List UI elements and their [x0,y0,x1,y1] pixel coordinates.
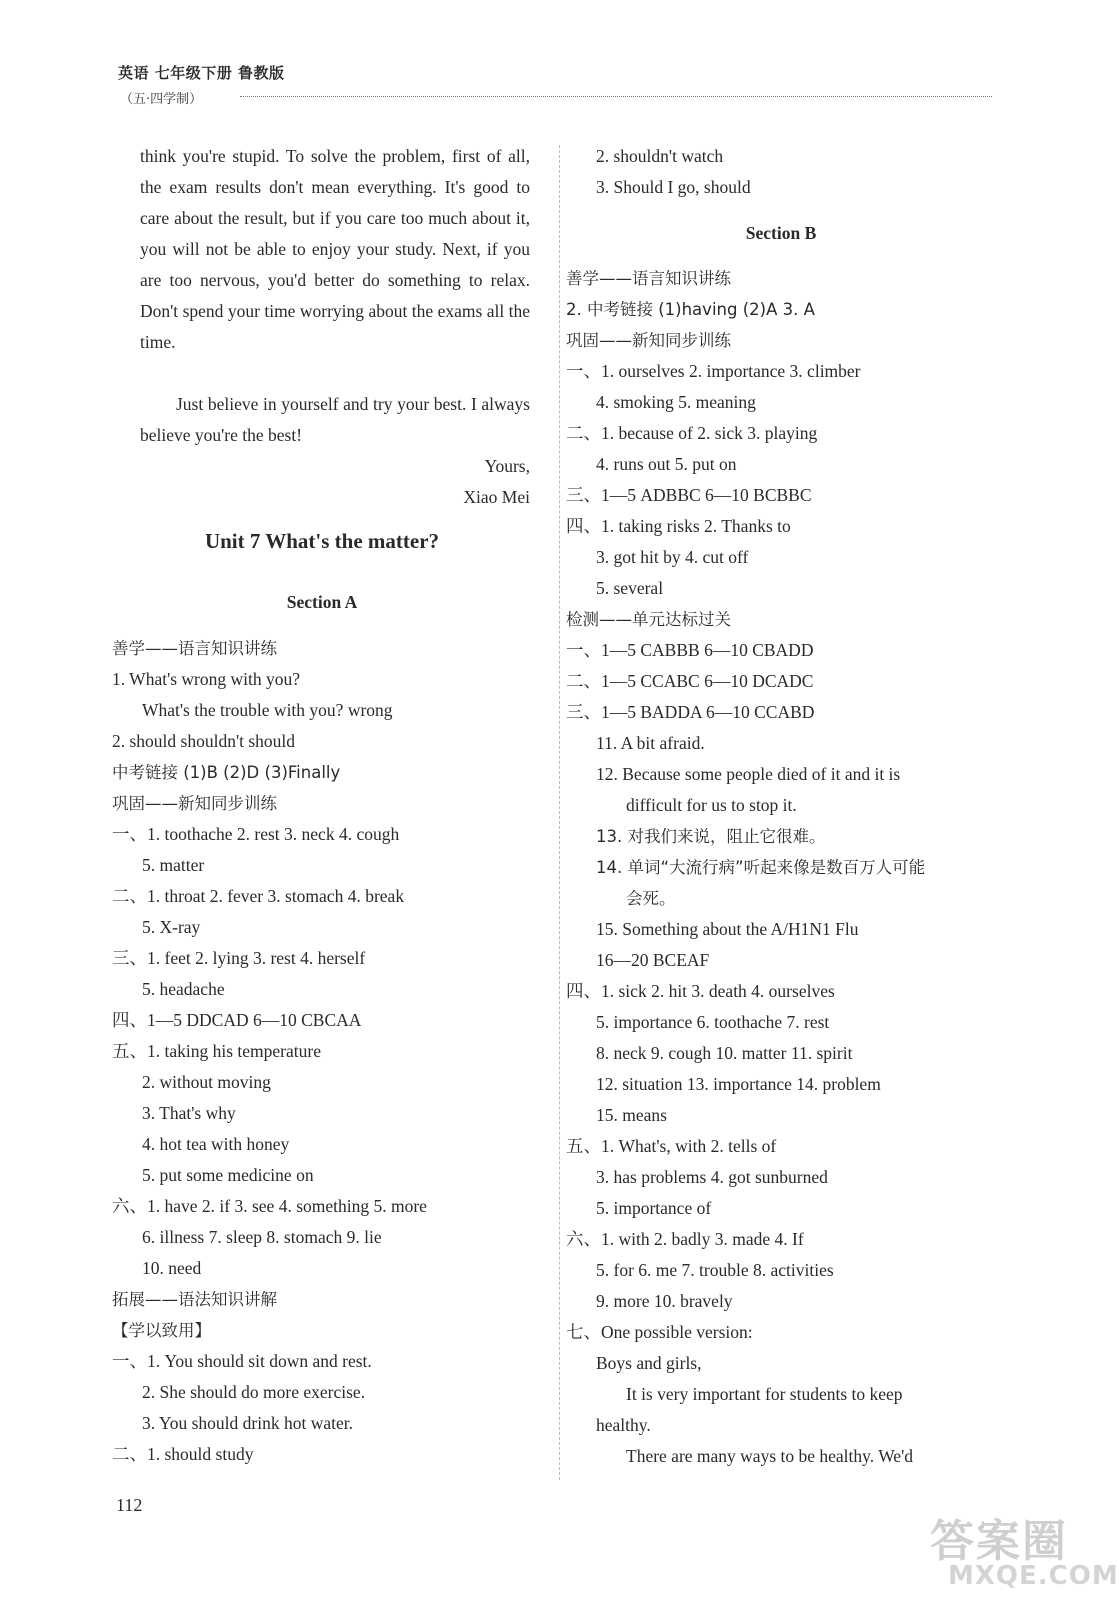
answer-line: 4. hot tea with honey [142,1134,290,1154]
answer-line: 15. Something about the A/H1N1 Flu [596,919,859,939]
answer-line: 14. 单词“大流行病”听起来像是数百万人可能 [596,858,926,877]
answer-line: 5. several [596,578,664,598]
answer-line: 3. That's why [142,1103,236,1123]
answer-line: 六、1. have 2. if 3. see 4. something 5. more [112,1196,427,1216]
answer-line: 五、1. taking his temperature [112,1041,321,1061]
section-heading: 巩固——新知同步训练 [112,794,277,813]
answer-line: 5. headache [142,979,225,999]
answer-line: 5. X-ray [142,917,201,937]
answer-line: 5. for 6. me 7. trouble 8. activities [596,1260,834,1280]
answer-line: 2. 中考链接 (1)having (2)A 3. A [566,300,815,319]
section-heading: 善学——语言知识讲练 [112,639,277,658]
answer-line: 会死。 [626,889,676,908]
answer-line: 二、1. because of 2. sick 3. playing [566,423,818,443]
answer-line: 二、1. throat 2. fever 3. stomach 4. break [112,886,405,906]
answer-line: 11. A bit afraid. [596,733,705,753]
answer-line: Boys and girls, [596,1353,702,1373]
answer-line: 13. 对我们来说，阻止它很难。 [596,827,826,846]
answer-line: 六、1. with 2. badly 3. made 4. If [566,1229,804,1249]
answer-line: 8. neck 9. cough 10. matter 11. spirit [596,1043,853,1063]
answer-line: 3. got hit by 4. cut off [596,547,749,567]
answer-line: 16—20 BCEAF [596,950,710,970]
answer-line: 6. illness 7. sleep 8. stomach 9. lie [142,1227,382,1247]
answer-line: 5. importance of [596,1198,712,1218]
answer-line: 4. smoking 5. meaning [596,392,756,412]
right-column [566,141,996,1472]
letter-closing: Yours, [484,456,530,476]
answer-line: 中考链接 (1)B (2)D (3)Finally [112,763,341,782]
answer-line: 一、1. toothache 2. rest 3. neck 4. cough [112,824,400,844]
column-divider [559,145,560,1480]
watermark-logo [930,1505,1119,1600]
answer-line: 12. Because some people died of it and it is [596,764,901,784]
header-rule [240,96,992,97]
book-subtitle: （五·四学制） [120,92,203,107]
answer-line: 1. What's wrong with you? [112,669,301,689]
answer-line: 2. without moving [142,1072,271,1092]
answer-line: 12. situation 13. importance 14. problem [596,1074,881,1094]
unit-title: Unit 7 What's the matter? [204,529,440,553]
section-b-title: Section B [745,223,817,243]
answer-line: 2. She should do more exercise. [142,1382,366,1402]
section-heading: 拓展——语法知识讲解 [112,1290,277,1309]
answer-line: 15. means [596,1105,667,1125]
section-heading: 【学以致用】 [112,1321,211,1340]
answer-line: 9. more 10. bravely [596,1291,733,1311]
answer-line: 2. should shouldn't should [112,731,296,751]
section-a-lines [112,633,532,1470]
answer-line: 5. matter [142,855,205,875]
book-title: 英语 七年级下册 鲁教版 [118,64,285,82]
section-heading: 巩固——新知同步训练 [566,331,731,350]
answer-line: 一、1. You should sit down and rest. [112,1351,372,1371]
answer-line: 4. runs out 5. put on [596,454,737,474]
answer-line: 5. importance 6. toothache 7. rest [596,1012,830,1032]
watermark-glyphs: 答案圈 [930,1516,1068,1567]
page-number: 112 [116,1495,143,1515]
answer-line: 5. put some medicine on [142,1165,314,1185]
answer-line: 七、One possible version: [566,1322,753,1342]
letter-para2: Just believe in yourself and try your best. I always believe you're the best! [140,394,530,445]
section-a-title: Section A [286,592,358,612]
letter-signature: Xiao Mei [463,487,530,507]
answer-line: 一、1. ourselves 2. importance 3. climber [566,361,861,381]
answer-line: 3. has problems 4. got sunburned [596,1167,828,1187]
answer-line: It is very important for students to keep [626,1384,903,1404]
answer-line: 三、1. feet 2. lying 3. rest 4. herself [112,948,366,968]
answer-line: healthy. [596,1415,651,1435]
answer-line: 四、1. taking risks 2. Thanks to [566,516,791,536]
watermark-url: MXQE.COM [948,1561,1119,1591]
answer-line: 10. need [142,1258,202,1278]
section-b-lines [566,263,996,1472]
answer-line: 3. Should I go, should [596,177,751,197]
answer-line: 五、1. What's, with 2. tells of [566,1136,777,1156]
answer-line: 三、1—5 BADDA 6—10 CCABD [566,702,815,722]
answer-line: 四、1. sick 2. hit 3. death 4. ourselves [566,981,835,1001]
answer-line: What's the trouble with you? wrong [142,700,393,720]
answer-line: 二、1—5 CCABC 6—10 DCADC [566,671,814,691]
answer-line: 2. shouldn't watch [596,146,724,166]
answer-line: 四、1—5 DDCAD 6—10 CBCAA [112,1010,362,1030]
letter-body: think you're stupid. To solve the problem, first of all, the exam results don't mean everything. It's good to care about the result, but if you care too much about it, you will not be able to enjoy your study. Next, if you are too nervous, you'd better do something to relax. Don't spend your time worrying about the exams all the time. [140,146,530,352]
answer-line: 3. You should drink hot water. [142,1413,353,1433]
answer-line: There are many ways to be healthy. We'd [626,1446,913,1466]
section-heading: 检测——单元达标过关 [566,610,731,629]
section-heading: 善学——语言知识讲练 [566,269,731,288]
answer-line: 三、1—5 ADBBC 6—10 BCBBC [566,485,812,505]
answer-line: 一、1—5 CABBB 6—10 CBADD [566,640,814,660]
answer-line: difficult for us to stop it. [626,795,797,815]
answer-line: 二、1. should study [112,1444,254,1464]
